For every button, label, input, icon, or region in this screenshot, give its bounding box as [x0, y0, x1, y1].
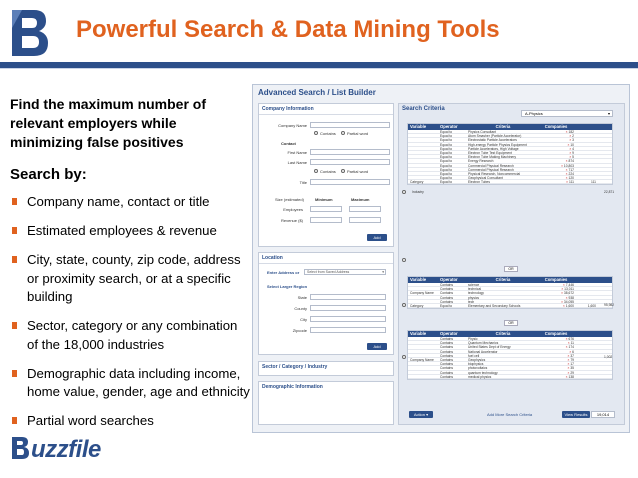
- bullet-icon: [12, 256, 17, 263]
- feature-column: [10, 95, 250, 441]
- table-row: Contains medical physics × 138: [408, 375, 612, 379]
- buzzfile-wordmark: uzzfile: [31, 436, 101, 463]
- table-row: Equal to Commercial Physical Research × 717: [408, 168, 612, 172]
- search-by-heading: Search by:: [10, 166, 87, 183]
- remove-icon[interactable]: ×: [565, 337, 569, 341]
- remove-icon[interactable]: ×: [569, 349, 573, 354]
- company-total-2: 1,002: [604, 355, 613, 359]
- contact-label: Contact: [281, 141, 296, 146]
- bullet-icon: [12, 227, 17, 234]
- result-count: 19,014: [591, 411, 615, 418]
- headline: Find the maximum number of relevant employers while minimizing false positives: [10, 96, 207, 150]
- location-add-button[interactable]: Add: [367, 343, 387, 350]
- table-row: Contains Physic × 676: [408, 337, 612, 341]
- remove-icon[interactable]: ×: [565, 167, 569, 172]
- table-row: Contains technical × 13,011: [408, 287, 612, 291]
- table-row: Equal to Commercial Physical Research × 10,803: [408, 164, 612, 168]
- list-item: Partial word searches: [10, 412, 250, 431]
- table-body: [408, 283, 615, 308]
- chevron-down-icon: ▾: [382, 270, 384, 274]
- remove-icon[interactable]: ×: [565, 345, 569, 350]
- company-name-input[interactable]: [310, 122, 390, 128]
- category-radio[interactable]: [402, 258, 406, 262]
- company-total: 95,982: [604, 303, 615, 307]
- table-row: Contains Quantum Mechanics × 11: [408, 341, 612, 345]
- or-button[interactable]: OR: [504, 266, 518, 272]
- title-divider-thin: [0, 68, 638, 69]
- list-item: Estimated employees & revenue: [10, 222, 250, 241]
- table-header: Variable Operator Criteria Companies: [408, 124, 612, 130]
- bullet-icon: [12, 198, 17, 205]
- table-row: Equal to Electrostatic Particle Accelerators × 3: [408, 138, 612, 142]
- company-radio[interactable]: [402, 303, 406, 307]
- zipcode-input[interactable]: [310, 327, 386, 333]
- location-header: Location: [259, 253, 393, 264]
- table-row: Company Name Contains Geophysics × 79: [408, 358, 612, 362]
- minimum-label: Minimum: [315, 197, 333, 202]
- remove-icon[interactable]: ×: [569, 134, 573, 139]
- remove-icon[interactable]: ×: [565, 159, 569, 164]
- list-item: Demographic data including income, home value, gender, age and ethnicity: [10, 365, 250, 402]
- remove-icon[interactable]: ×: [567, 366, 571, 371]
- remove-icon[interactable]: ×: [565, 374, 569, 379]
- feature-list: [10, 193, 250, 431]
- county-label: County: [294, 306, 307, 311]
- table-row: Category Equal to Electron Tubes × 111 111: [408, 180, 612, 184]
- remove-icon[interactable]: ×: [561, 299, 564, 304]
- table-row: Contains fuel cell × 37: [408, 354, 612, 358]
- remove-icon[interactable]: ×: [566, 180, 569, 185]
- remove-icon[interactable]: ×: [561, 287, 565, 292]
- table-row: Equal to Electron Tube Test Equipment × 9: [408, 151, 612, 155]
- remove-icon[interactable]: ×: [569, 150, 573, 155]
- remove-icon[interactable]: ×: [567, 362, 571, 367]
- demographic-panel[interactable]: [258, 381, 394, 425]
- first-name-input[interactable]: [310, 149, 390, 155]
- revenue-label: Revenue ($): [280, 218, 303, 223]
- industry-variable: Industry: [412, 190, 424, 194]
- title-label: Title: [299, 180, 307, 185]
- table-row: Contains photovoltaics × 35: [408, 366, 612, 370]
- app-title: Advanced Search / List Builder: [258, 88, 376, 97]
- remove-icon[interactable]: ×: [569, 155, 573, 160]
- table-row: Contains biophysics × 17: [408, 362, 612, 366]
- contact-partial-label: Partial word: [347, 169, 369, 174]
- app-screenshot: [252, 84, 630, 433]
- remove-icon[interactable]: ×: [562, 283, 566, 287]
- remove-icon[interactable]: ×: [567, 142, 571, 147]
- last-name-label: Last Name: [287, 160, 307, 165]
- company-radio-2[interactable]: [402, 355, 406, 359]
- bullet-icon: [12, 322, 17, 329]
- state-label: State: [297, 295, 307, 300]
- saved-search-select[interactable]: A-Physics ▾: [521, 110, 613, 117]
- remove-icon[interactable]: ×: [567, 353, 571, 358]
- table-row: Equal to Particle Accelerators, High Voltage × 4: [408, 147, 612, 151]
- list-item: City, state, county, zip code, address or proximity search, or at a specific building: [10, 251, 250, 307]
- bullet-icon: [12, 370, 17, 377]
- zipcode-label: Zipcode: [292, 328, 307, 333]
- remove-icon[interactable]: ×: [561, 291, 564, 296]
- county-input[interactable]: [310, 305, 386, 311]
- table-row: Contains physics × 938: [408, 296, 612, 300]
- buzzfile-b-icon: [10, 436, 30, 460]
- table-header: Variable Operator Criteria Companies: [408, 277, 612, 283]
- table-row: Contains National Accelerator × 6: [408, 350, 612, 354]
- remove-icon[interactable]: ×: [565, 176, 569, 181]
- search-criteria-panel: [398, 103, 625, 425]
- demographic-header: Demographic Information: [262, 384, 323, 390]
- remove-icon[interactable]: ×: [569, 138, 573, 143]
- table-row: Company Name Contains technology × 38,672: [408, 291, 612, 295]
- company-info-panel: [258, 103, 394, 247]
- buzzfile-logo: [10, 436, 101, 464]
- industry-total: 22,871: [604, 190, 615, 194]
- enter-address-label: Enter Address or: [267, 270, 300, 275]
- revenue-max-input[interactable]: [349, 217, 381, 223]
- employees-min-input[interactable]: [310, 206, 342, 212]
- remove-icon[interactable]: ×: [561, 163, 564, 168]
- criteria-table-company-2: [407, 330, 613, 380]
- sector-header: Sector / Category / Industry: [262, 364, 328, 370]
- remove-icon[interactable]: ×: [565, 171, 569, 176]
- remove-icon[interactable]: ×: [565, 295, 569, 300]
- city-label: City: [300, 317, 307, 322]
- select-larger-region[interactable]: Select Larger Region: [267, 284, 308, 289]
- employees-label: Employees: [283, 207, 303, 212]
- remove-icon[interactable]: ×: [567, 341, 571, 346]
- table-row: Contains tech × 34,055: [408, 300, 612, 304]
- table-row: Category Equal to Elementary and Secondary Schools × 1,600 1,600: [408, 304, 612, 308]
- table-row: Equal to Atom Smasher (Particle Accelerator) × 2: [408, 134, 612, 138]
- table-row: Equal to Electron Tube Making Machinery × 5: [408, 155, 612, 159]
- contact-contains-label: Contains: [320, 169, 336, 174]
- table-row: Equal to Physics Consultant × 182: [408, 130, 612, 134]
- table-body: [408, 337, 612, 379]
- remove-icon[interactable]: ×: [569, 146, 573, 151]
- criteria-table-company: [407, 276, 613, 309]
- table-row: Equal to Energy Research × 874: [408, 159, 612, 163]
- table-row: Contains science × 7,446: [408, 283, 612, 287]
- partial-word-label: Partial word: [347, 131, 369, 136]
- remove-icon[interactable]: ×: [567, 370, 571, 375]
- criteria-table-industry: [407, 123, 613, 185]
- table-header: Variable Operator Criteria Companies: [408, 331, 612, 337]
- contact-contains-radio[interactable]: [314, 169, 318, 173]
- contains-radio[interactable]: [314, 131, 318, 135]
- remove-icon[interactable]: ×: [565, 130, 569, 134]
- sector-panel[interactable]: [258, 361, 394, 376]
- saved-address-select[interactable]: Select from Saved Address ▾: [304, 269, 386, 275]
- company-add-button[interactable]: Add: [367, 234, 387, 241]
- last-name-input[interactable]: [310, 159, 390, 165]
- employees-max-input[interactable]: [349, 206, 381, 212]
- slide-title: Powerful Search & Data Mining Tools: [76, 16, 500, 43]
- view-results-button[interactable]: View Results: [562, 411, 590, 418]
- remove-icon[interactable]: ×: [562, 303, 566, 308]
- search-criteria-header: Search Criteria: [402, 106, 445, 112]
- company-name-label: Company Name: [278, 123, 307, 128]
- table-row: Contains quantum technology × 29: [408, 371, 612, 375]
- chevron-down-icon: ▾: [607, 111, 610, 116]
- table-row: Equal to Physical Research, Noncommercial × 224: [408, 172, 612, 176]
- add-more-criteria-link[interactable]: Add More Search Criteria: [487, 412, 533, 417]
- bullet-icon: [12, 417, 17, 424]
- partial-word-radio[interactable]: [341, 131, 345, 135]
- maximum-label: Maximum: [351, 197, 370, 202]
- table-row: Equal to High-energy Particle Physics Equipment × 10: [408, 143, 612, 147]
- or-button[interactable]: OR: [504, 320, 518, 326]
- table-row: Equal to Geophysical Consultant × 120: [408, 176, 612, 180]
- list-item: Company name, contact or title: [10, 193, 250, 212]
- location-panel: [258, 252, 394, 355]
- list-item: Sector, category or any combination of the 18,000 industries: [10, 317, 250, 354]
- contains-label: Contains: [320, 131, 336, 136]
- remove-icon[interactable]: ×: [567, 357, 571, 362]
- contact-partial-radio[interactable]: [341, 169, 345, 173]
- table-row: Contains United States Dept of Energy × 174: [408, 345, 612, 349]
- revenue-min-input[interactable]: [310, 217, 342, 223]
- action-button[interactable]: Action ▾: [409, 411, 433, 418]
- criteria-group-radio[interactable]: [402, 190, 406, 194]
- company-info-header: Company Information: [259, 104, 393, 115]
- state-input[interactable]: [310, 294, 386, 300]
- buzzfile-b-logo: [8, 8, 52, 58]
- size-label: Size (estimated): [275, 197, 304, 202]
- title-input[interactable]: [310, 179, 390, 185]
- city-input[interactable]: [310, 316, 386, 322]
- first-name-label: First Name: [287, 150, 307, 155]
- table-body: [408, 130, 612, 184]
